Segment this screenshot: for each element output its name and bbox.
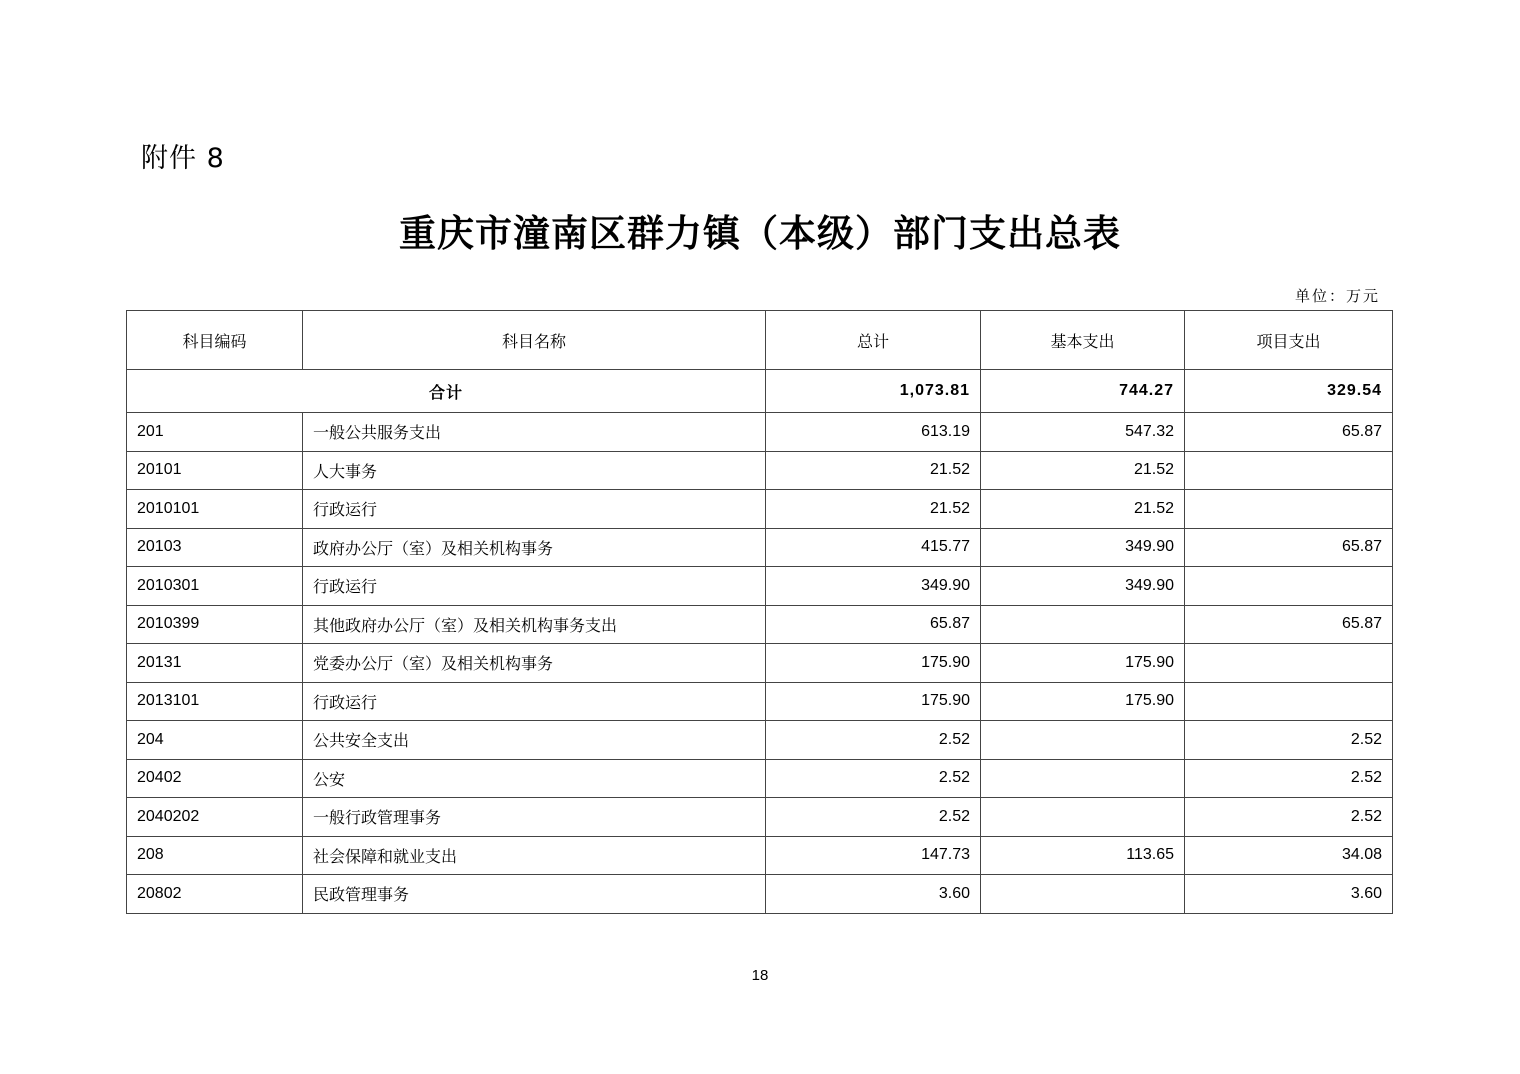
- row-code: 2010399: [127, 605, 303, 644]
- row-total: 2.52: [766, 721, 981, 760]
- header-code: 科目编码: [127, 311, 303, 370]
- table-row: [127, 528, 1393, 567]
- row-basic: [981, 759, 1185, 798]
- row-project: 65.87: [1185, 413, 1393, 452]
- row-total: 175.90: [766, 644, 981, 683]
- row-code: 20802: [127, 875, 303, 914]
- row-basic: 349.90: [981, 567, 1185, 606]
- total-project: 329.54: [1185, 370, 1393, 413]
- row-project: [1185, 451, 1393, 490]
- row-total: 21.52: [766, 451, 981, 490]
- row-project: [1185, 567, 1393, 606]
- row-code: 20103: [127, 528, 303, 567]
- row-total: 613.19: [766, 413, 981, 452]
- row-project: [1185, 682, 1393, 721]
- page-number: 18: [751, 967, 769, 984]
- expenditure-table: [126, 310, 1393, 914]
- header-project: 项目支出: [1185, 311, 1393, 370]
- row-code: 20101: [127, 451, 303, 490]
- row-name: 一般公共服务支出: [303, 413, 766, 452]
- table-row: [127, 836, 1393, 875]
- row-name: 社会保障和就业支出: [303, 836, 766, 875]
- row-code: 20402: [127, 759, 303, 798]
- table-row: [127, 451, 1393, 490]
- table-row: [127, 875, 1393, 914]
- row-name: 行政运行: [303, 490, 766, 529]
- total-total: 1,073.81: [766, 370, 981, 413]
- row-project: 65.87: [1185, 528, 1393, 567]
- header-name: 科目名称: [303, 311, 766, 370]
- row-code: 204: [127, 721, 303, 760]
- table-header-row: [127, 311, 1393, 370]
- table-row: [127, 490, 1393, 529]
- table-row: [127, 759, 1393, 798]
- table-row: [127, 567, 1393, 606]
- row-basic: [981, 875, 1185, 914]
- row-code: 20131: [127, 644, 303, 683]
- page-title: 重庆市潼南区群力镇（本级）部门支出总表: [399, 211, 1121, 255]
- total-row: [127, 370, 1393, 413]
- row-basic: 21.52: [981, 451, 1185, 490]
- row-project: [1185, 490, 1393, 529]
- attachment-label: 附件 8: [141, 143, 225, 174]
- row-code: 201: [127, 413, 303, 452]
- row-name: 公安: [303, 759, 766, 798]
- row-total: 147.73: [766, 836, 981, 875]
- row-name: 公共安全支出: [303, 721, 766, 760]
- row-basic: [981, 721, 1185, 760]
- row-name: 一般行政管理事务: [303, 798, 766, 837]
- row-project: 3.60: [1185, 875, 1393, 914]
- row-code: 2013101: [127, 682, 303, 721]
- row-total: 349.90: [766, 567, 981, 606]
- row-total: 415.77: [766, 528, 981, 567]
- row-total: 2.52: [766, 798, 981, 837]
- table-row: [127, 798, 1393, 837]
- row-basic: 349.90: [981, 528, 1185, 567]
- row-project: 34.08: [1185, 836, 1393, 875]
- row-name: 民政管理事务: [303, 875, 766, 914]
- total-basic: 744.27: [981, 370, 1185, 413]
- row-code: 2010101: [127, 490, 303, 529]
- row-project: [1185, 644, 1393, 683]
- row-basic: 113.65: [981, 836, 1185, 875]
- row-basic: [981, 605, 1185, 644]
- row-project: 2.52: [1185, 759, 1393, 798]
- unit-label: 单位：万元: [1294, 287, 1380, 305]
- row-basic: 175.90: [981, 644, 1185, 683]
- row-total: 65.87: [766, 605, 981, 644]
- row-code: 208: [127, 836, 303, 875]
- row-project: 65.87: [1185, 605, 1393, 644]
- row-basic: 175.90: [981, 682, 1185, 721]
- row-code: 2010301: [127, 567, 303, 606]
- total-label: 合计: [127, 370, 766, 413]
- table-row: [127, 605, 1393, 644]
- header-total: 总计: [766, 311, 981, 370]
- row-name: 党委办公厅（室）及相关机构事务: [303, 644, 766, 683]
- row-name: 人大事务: [303, 451, 766, 490]
- row-project: 2.52: [1185, 798, 1393, 837]
- row-name: 其他政府办公厅（室）及相关机构事务支出: [303, 605, 766, 644]
- table-row: [127, 721, 1393, 760]
- row-name: 行政运行: [303, 567, 766, 606]
- row-total: 2.52: [766, 759, 981, 798]
- table-row: [127, 644, 1393, 683]
- row-total: 175.90: [766, 682, 981, 721]
- row-code: 2040202: [127, 798, 303, 837]
- row-basic: 21.52: [981, 490, 1185, 529]
- table-row: [127, 682, 1393, 721]
- row-total: 21.52: [766, 490, 981, 529]
- row-name: 行政运行: [303, 682, 766, 721]
- row-basic: [981, 798, 1185, 837]
- row-basic: 547.32: [981, 413, 1185, 452]
- row-project: 2.52: [1185, 721, 1393, 760]
- header-basic: 基本支出: [981, 311, 1185, 370]
- row-total: 3.60: [766, 875, 981, 914]
- row-name: 政府办公厅（室）及相关机构事务: [303, 528, 766, 567]
- table-row: [127, 413, 1393, 452]
